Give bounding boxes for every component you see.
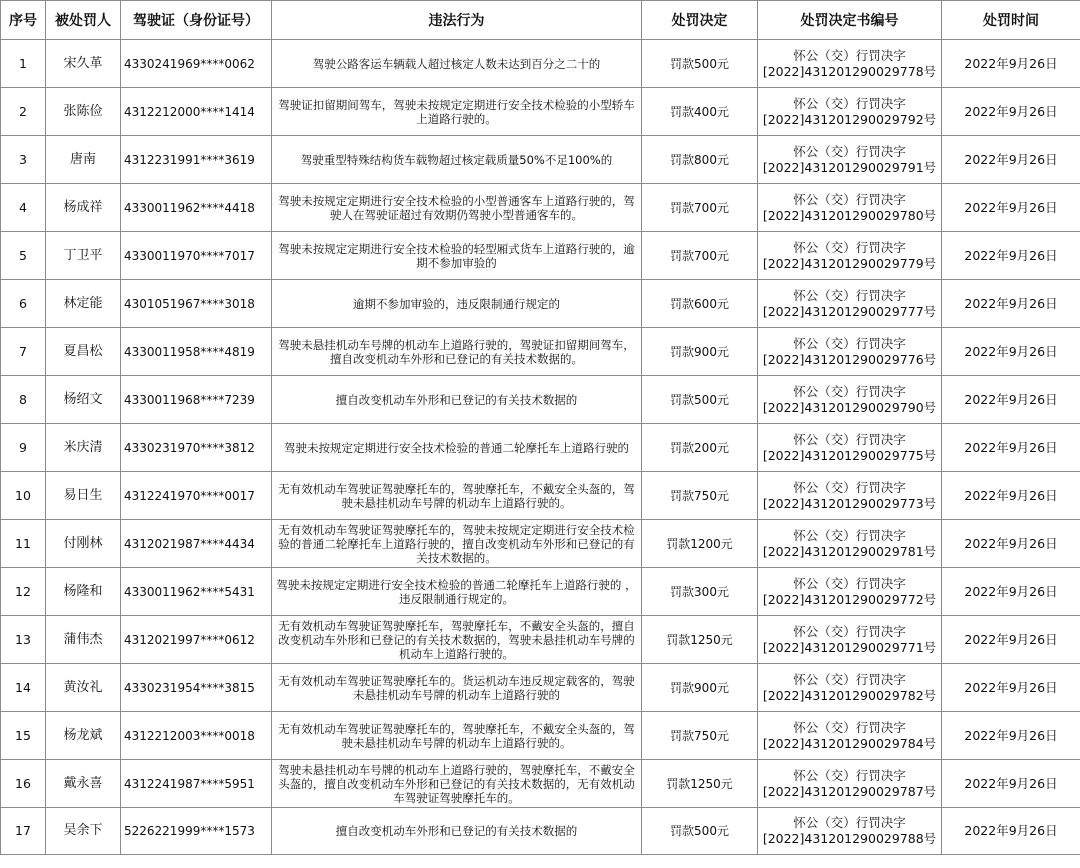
doc-no-prefix: 怀公（交）行罚决字 — [793, 719, 906, 735]
cell-name: 米庆清 — [46, 424, 121, 472]
cell-doc-no — [758, 232, 942, 280]
header-seq: 序号 — [1, 1, 46, 40]
cell-violation: 驾驶重型特殊结构货车载物超过核定载质量50%不足100%的 — [272, 136, 642, 184]
cell-time: 2022年9月26日 — [942, 616, 1080, 664]
cell-decision: 罚款200元 — [642, 424, 758, 472]
cell-license: 4330011962****4418 — [121, 184, 272, 232]
doc-no-number: [2022]431201290029776号 — [762, 351, 937, 367]
cell-time: 2022年9月26日 — [942, 712, 1080, 760]
cell-name: 杨成祥 — [46, 184, 121, 232]
cell-doc-no — [758, 760, 942, 808]
cell-license: 4330011968****7239 — [121, 376, 272, 424]
cell-time: 2022年9月26日 — [942, 664, 1080, 712]
cell-decision: 罚款500元 — [642, 808, 758, 855]
cell-decision: 罚款750元 — [642, 472, 758, 520]
cell-license: 4330241969****0062 — [121, 40, 272, 88]
cell-time: 2022年9月26日 — [942, 88, 1080, 136]
doc-no-prefix: 怀公（交）行罚决字 — [793, 335, 906, 351]
doc-no-number: [2022]431201290029791号 — [762, 159, 937, 175]
cell-seq: 1 — [1, 40, 46, 88]
cell-name: 易日生 — [46, 472, 121, 520]
cell-violation: 无有效机动车驾驶证驾驶摩托车的，驾驶摩托车，不戴安全头盔的，驾驶未悬挂机动车号牌的机动车上道路行驶的。 — [272, 472, 642, 520]
table-row — [1, 664, 1080, 712]
cell-name: 林定能 — [46, 280, 121, 328]
cell-name: 宋久革 — [46, 40, 121, 88]
cell-seq: 6 — [1, 280, 46, 328]
cell-license: 4312241987****5951 — [121, 760, 272, 808]
doc-no-prefix: 怀公（交）行罚决字 — [793, 95, 906, 111]
doc-no-prefix: 怀公（交）行罚决字 — [793, 191, 906, 207]
cell-license: 4312241970****0017 — [121, 472, 272, 520]
cell-license: 4312021997****0612 — [121, 616, 272, 664]
cell-decision: 罚款800元 — [642, 136, 758, 184]
cell-doc-no — [758, 184, 942, 232]
doc-no-number: [2022]431201290029781号 — [762, 543, 937, 559]
cell-name: 唐南 — [46, 136, 121, 184]
cell-decision: 罚款1200元 — [642, 520, 758, 568]
cell-decision: 罚款500元 — [642, 376, 758, 424]
cell-decision: 罚款700元 — [642, 232, 758, 280]
cell-doc-no — [758, 568, 942, 616]
cell-decision: 罚款1250元 — [642, 760, 758, 808]
table-row — [1, 88, 1080, 136]
doc-no-number: [2022]431201290029790号 — [762, 399, 937, 415]
cell-decision: 罚款300元 — [642, 568, 758, 616]
table-row — [1, 712, 1080, 760]
cell-violation: 无有效机动车驾驶证驾驶摩托车，驾驶摩托车，不戴安全头盔的，擅自改变机动车外形和已登记的有关技术数据的，驾驶未悬挂机动车号牌的机动车上道路行驶的。 — [272, 616, 642, 664]
header-violation: 违法行为 — [272, 1, 642, 40]
cell-doc-no — [758, 424, 942, 472]
cell-violation: 驾驶未悬挂机动车号牌的机动车上道路行驶的，驾驶证扣留期间驾车，擅自改变机动车外形和已登记的有关技术数据的。 — [272, 328, 642, 376]
header-name: 被处罚人 — [46, 1, 121, 40]
doc-no-prefix: 怀公（交）行罚决字 — [793, 239, 906, 255]
cell-name: 丁卫平 — [46, 232, 121, 280]
cell-name: 夏昌松 — [46, 328, 121, 376]
doc-no-prefix: 怀公（交）行罚决字 — [793, 143, 906, 159]
table-row — [1, 520, 1080, 568]
cell-license: 4330011970****7017 — [121, 232, 272, 280]
doc-no-number: [2022]431201290029787号 — [762, 783, 937, 799]
table-row — [1, 616, 1080, 664]
cell-time: 2022年9月26日 — [942, 760, 1080, 808]
cell-violation: 擅自改变机动车外形和已登记的有关技术数据的 — [272, 808, 642, 855]
cell-license: 4312021987****4434 — [121, 520, 272, 568]
doc-no-prefix: 怀公（交）行罚决字 — [793, 527, 906, 543]
table-body — [1, 40, 1080, 855]
cell-name: 吴余下 — [46, 808, 121, 855]
table-row — [1, 328, 1080, 376]
cell-doc-no — [758, 472, 942, 520]
cell-doc-no — [758, 664, 942, 712]
doc-no-prefix: 怀公（交）行罚决字 — [793, 479, 906, 495]
cell-time: 2022年9月26日 — [942, 424, 1080, 472]
cell-decision: 罚款750元 — [642, 712, 758, 760]
cell-seq: 10 — [1, 472, 46, 520]
header-time: 处罚时间 — [942, 1, 1080, 40]
header-license: 驾驶证（身份证号） — [121, 1, 272, 40]
cell-seq: 14 — [1, 664, 46, 712]
table-row — [1, 424, 1080, 472]
doc-no-number: [2022]431201290029780号 — [762, 207, 937, 223]
doc-no-prefix: 怀公（交）行罚决字 — [793, 767, 906, 783]
cell-decision: 罚款700元 — [642, 184, 758, 232]
doc-no-number: [2022]431201290029784号 — [762, 735, 937, 751]
table-row — [1, 280, 1080, 328]
doc-no-number: [2022]431201290029777号 — [762, 303, 937, 319]
doc-no-number: [2022]431201290029772号 — [762, 591, 937, 607]
doc-no-number: [2022]431201290029788号 — [762, 831, 937, 846]
table-row — [1, 760, 1080, 808]
cell-violation: 驾驶未悬挂机动车号牌的机动车上道路行驶的，驾驶摩托车，不戴安全头盔的，擅自改变机动车外形和已登记的有关技术数据的，无有效机动车驾驶证驾驶摩托车的。 — [272, 760, 642, 808]
cell-name: 杨龙斌 — [46, 712, 121, 760]
cell-seq: 12 — [1, 568, 46, 616]
table-row — [1, 376, 1080, 424]
doc-no-prefix: 怀公（交）行罚决字 — [793, 47, 906, 63]
doc-no-prefix: 怀公（交）行罚决字 — [793, 815, 906, 830]
doc-no-prefix: 怀公（交）行罚决字 — [793, 623, 906, 639]
doc-no-number: [2022]431201290029782号 — [762, 687, 937, 703]
cell-decision: 罚款900元 — [642, 664, 758, 712]
cell-violation: 逾期不参加审验的，违反限制通行规定的 — [272, 280, 642, 328]
cell-doc-no — [758, 712, 942, 760]
cell-violation: 无有效机动车驾驶证驾驶摩托车的，驾驶未按规定定期进行安全技术检验的普通二轮摩托车上道路行驶的，擅自改变机动车外形和已登记的有关技术数据的。 — [272, 520, 642, 568]
cell-name: 黄汝礼 — [46, 664, 121, 712]
cell-seq: 15 — [1, 712, 46, 760]
cell-time: 2022年9月26日 — [942, 184, 1080, 232]
cell-decision: 罚款400元 — [642, 88, 758, 136]
doc-no-number: [2022]431201290029775号 — [762, 447, 937, 463]
cell-doc-no — [758, 520, 942, 568]
cell-decision: 罚款900元 — [642, 328, 758, 376]
table-row — [1, 136, 1080, 184]
cell-name: 杨绍文 — [46, 376, 121, 424]
cell-time: 2022年9月26日 — [942, 376, 1080, 424]
cell-name: 杨隆和 — [46, 568, 121, 616]
cell-doc-no — [758, 328, 942, 376]
cell-license: 5226221999****1573 — [121, 808, 272, 855]
cell-time: 2022年9月26日 — [942, 40, 1080, 88]
cell-time: 2022年9月26日 — [942, 280, 1080, 328]
cell-license: 4312231991****3619 — [121, 136, 272, 184]
cell-time: 2022年9月26日 — [942, 472, 1080, 520]
table-row — [1, 232, 1080, 280]
cell-doc-no — [758, 136, 942, 184]
cell-license: 4330011958****4819 — [121, 328, 272, 376]
header-doc-no: 处罚决定书编号 — [758, 1, 942, 40]
cell-license: 4330231954****3815 — [121, 664, 272, 712]
cell-violation: 驾驶未按规定定期进行安全技术检验的轻型厢式货车上道路行驶的，逾期不参加审验的 — [272, 232, 642, 280]
cell-doc-no — [758, 280, 942, 328]
cell-name: 戴永喜 — [46, 760, 121, 808]
cell-seq: 2 — [1, 88, 46, 136]
cell-time: 2022年9月26日 — [942, 328, 1080, 376]
cell-doc-no — [758, 40, 942, 88]
cell-license: 4301051967****3018 — [121, 280, 272, 328]
header-decision: 处罚决定 — [642, 1, 758, 40]
doc-no-number: [2022]431201290029771号 — [762, 639, 937, 655]
doc-no-number: [2022]431201290029792号 — [762, 111, 937, 127]
table-row — [1, 184, 1080, 232]
cell-seq: 4 — [1, 184, 46, 232]
cell-violation: 驾驶未按规定定期进行安全技术检验的普通二轮摩托车上道路行驶的 ，违反限制通行规定的。 — [272, 568, 642, 616]
cell-seq: 16 — [1, 760, 46, 808]
table-row — [1, 568, 1080, 616]
cell-name: 付刚林 — [46, 520, 121, 568]
cell-seq: 3 — [1, 136, 46, 184]
doc-no-prefix: 怀公（交）行罚决字 — [793, 671, 906, 687]
doc-no-prefix: 怀公（交）行罚决字 — [793, 287, 906, 303]
cell-decision: 罚款1250元 — [642, 616, 758, 664]
cell-license: 4312212003****0018 — [121, 712, 272, 760]
cell-doc-no — [758, 616, 942, 664]
cell-license: 4330011962****5431 — [121, 568, 272, 616]
cell-seq: 11 — [1, 520, 46, 568]
cell-time: 2022年9月26日 — [942, 232, 1080, 280]
doc-no-prefix: 怀公（交）行罚决字 — [793, 383, 906, 399]
table-row — [1, 808, 1080, 855]
cell-doc-no — [758, 376, 942, 424]
header-row — [1, 1, 1080, 40]
cell-name: 蒲伟杰 — [46, 616, 121, 664]
cell-seq: 5 — [1, 232, 46, 280]
cell-name: 张陈俭 — [46, 88, 121, 136]
table-row — [1, 472, 1080, 520]
doc-no-number: [2022]431201290029773号 — [762, 495, 937, 511]
cell-doc-no — [758, 808, 942, 855]
cell-violation: 无有效机动车驾驶证驾驶摩托车的，驾驶摩托车，不戴安全头盔的，驾驶未悬挂机动车号牌的机动车上道路行驶的。 — [272, 712, 642, 760]
doc-no-number: [2022]431201290029779号 — [762, 255, 937, 271]
cell-violation: 驾驶未按规定定期进行安全技术检验的普通二轮摩托车上道路行驶的 — [272, 424, 642, 472]
cell-violation: 驾驶公路客运车辆载人超过核定人数未达到百分之二十的 — [272, 40, 642, 88]
cell-seq: 8 — [1, 376, 46, 424]
cell-seq: 9 — [1, 424, 46, 472]
cell-violation: 驾驶证扣留期间驾车，驾驶未按规定定期进行安全技术检验的小型轿车上道路行驶的。 — [272, 88, 642, 136]
doc-no-prefix: 怀公（交）行罚决字 — [793, 431, 906, 447]
cell-violation: 无有效机动车驾驶证驾驶摩托车的。货运机动车违反规定载客的，驾驶未悬挂机动车号牌的机动车上道路行驶的 — [272, 664, 642, 712]
cell-license: 4312212000****1414 — [121, 88, 272, 136]
cell-decision: 罚款600元 — [642, 280, 758, 328]
cell-seq: 7 — [1, 328, 46, 376]
doc-no-prefix: 怀公（交）行罚决字 — [793, 575, 906, 591]
table-row — [1, 40, 1080, 88]
cell-seq: 13 — [1, 616, 46, 664]
cell-doc-no — [758, 88, 942, 136]
cell-time: 2022年9月26日 — [942, 136, 1080, 184]
cell-violation: 擅自改变机动车外形和已登记的有关技术数据的 — [272, 376, 642, 424]
cell-license: 4330231970****3812 — [121, 424, 272, 472]
cell-time: 2022年9月26日 — [942, 520, 1080, 568]
doc-no-number: [2022]43120129002977​8号 — [762, 63, 937, 79]
cell-time: 2022年9月26日 — [942, 808, 1080, 855]
cell-decision: 罚款500元 — [642, 40, 758, 88]
cell-time: 2022年9月26日 — [942, 568, 1080, 616]
cell-seq: 17 — [1, 808, 46, 855]
cell-violation: 驾驶未按规定定期进行安全技术检验的小型普通客车上道路行驶的，驾驶人在驾驶证超过有效期仍驾驶小型普通客车的。 — [272, 184, 642, 232]
